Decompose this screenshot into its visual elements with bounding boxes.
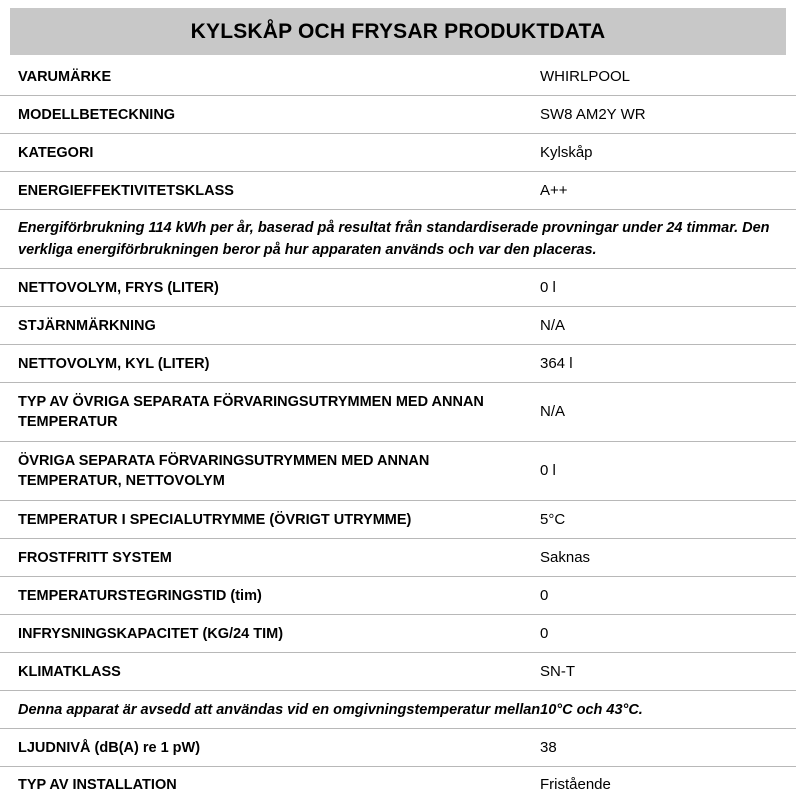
row-label: ÖVRIGA SEPARATA FÖRVARINGSUTRYMMEN MED ANNAN TEMPERATUR, NETTOVOLYM <box>18 453 430 489</box>
row-value: Saknas <box>540 548 591 566</box>
row-value: Kylskåp <box>540 143 593 161</box>
row-value: Fristående <box>540 775 611 793</box>
row-value: N/A <box>540 403 566 420</box>
row-value: SN-T <box>540 662 575 680</box>
row-label: TYP AV INSTALLATION <box>18 776 177 793</box>
row-label: MODELLBETECKNING <box>18 106 176 123</box>
row-value: 0 <box>540 624 549 642</box>
data-row-frost-free <box>0 539 796 577</box>
row-value: WHIRLPOOL <box>540 67 631 85</box>
data-row-energy-class <box>0 172 796 210</box>
row-label: KATEGORI <box>18 144 94 161</box>
row-value: 0 <box>540 586 549 604</box>
row-label: FROSTFRITT SYSTEM <box>18 549 172 566</box>
row-label: KLIMATKLASS <box>18 663 121 680</box>
row-label: TEMPERATURSTEGRINGSTID (tim) <box>18 587 262 604</box>
row-value: 0 l <box>540 462 556 479</box>
data-row-noise-level <box>0 729 796 767</box>
row-label: INFRYSNINGSKAPACITET (KG/24 TIM) <box>18 625 284 642</box>
row-label: STJÄRNMÄRKNING <box>18 317 156 334</box>
data-row-other-compartment-type <box>0 383 796 442</box>
data-row-freezing-capacity <box>0 615 796 653</box>
data-row-freezer-volume <box>0 269 796 307</box>
row-value: N/A <box>540 316 566 334</box>
row-label: NETTOVOLYM, FRYS (LITER) <box>18 279 219 296</box>
row-value: SW8 AM2Y WR <box>540 105 646 123</box>
data-row-other-compartment-volume <box>0 442 796 501</box>
energy-consumption-note <box>0 210 796 269</box>
data-row-star-rating <box>0 307 796 345</box>
data-row-model <box>0 96 796 134</box>
data-row-category <box>0 134 796 172</box>
note-text: Energiförbrukning 114 kWh per år, baserad på resultat från standardiserade provningar under 24 timmar. Den verkliga energiförbrukningen beror på hur apparaten används och var den placeras. <box>18 220 770 258</box>
ambient-temperature-note <box>0 691 796 729</box>
data-row-fridge-volume <box>0 345 796 383</box>
row-label: VARUMÄRKE <box>18 68 112 85</box>
row-label: TEMPERATUR I SPECIALUTRYMME (ÖVRIGT UTRYMME) <box>18 511 412 528</box>
row-value: A++ <box>540 181 568 199</box>
data-row-special-temperature <box>0 501 796 539</box>
row-label: TYP AV ÖVRIGA SEPARATA FÖRVARINGSUTRYMMEN MED ANNAN TEMPERATUR <box>18 394 484 430</box>
row-label: NETTOVOLYM, KYL (LITER) <box>18 355 210 372</box>
row-label: LJUDNIVÅ (dB(A) re 1 pW) <box>18 739 201 756</box>
data-row-climate-class <box>0 653 796 691</box>
row-value: 0 l <box>540 278 556 296</box>
row-value: 364 l <box>540 354 573 372</box>
row-label: ENERGIEFFEKTIVITETSKLASS <box>18 182 234 199</box>
page-title: KYLSKÅP OCH FRYSAR PRODUKTDATA <box>190 19 606 43</box>
row-value: 5°C <box>540 510 566 528</box>
row-value: 38 <box>540 738 557 756</box>
data-row-installation-type <box>0 767 796 802</box>
note-text: Denna apparat är avsedd att användas vid en omgivningstemperatur mellan10°C och 43°C. <box>18 702 643 718</box>
data-row-brand <box>0 58 796 96</box>
title-bar <box>10 8 786 55</box>
data-row-temperature-rise-time <box>0 577 796 615</box>
